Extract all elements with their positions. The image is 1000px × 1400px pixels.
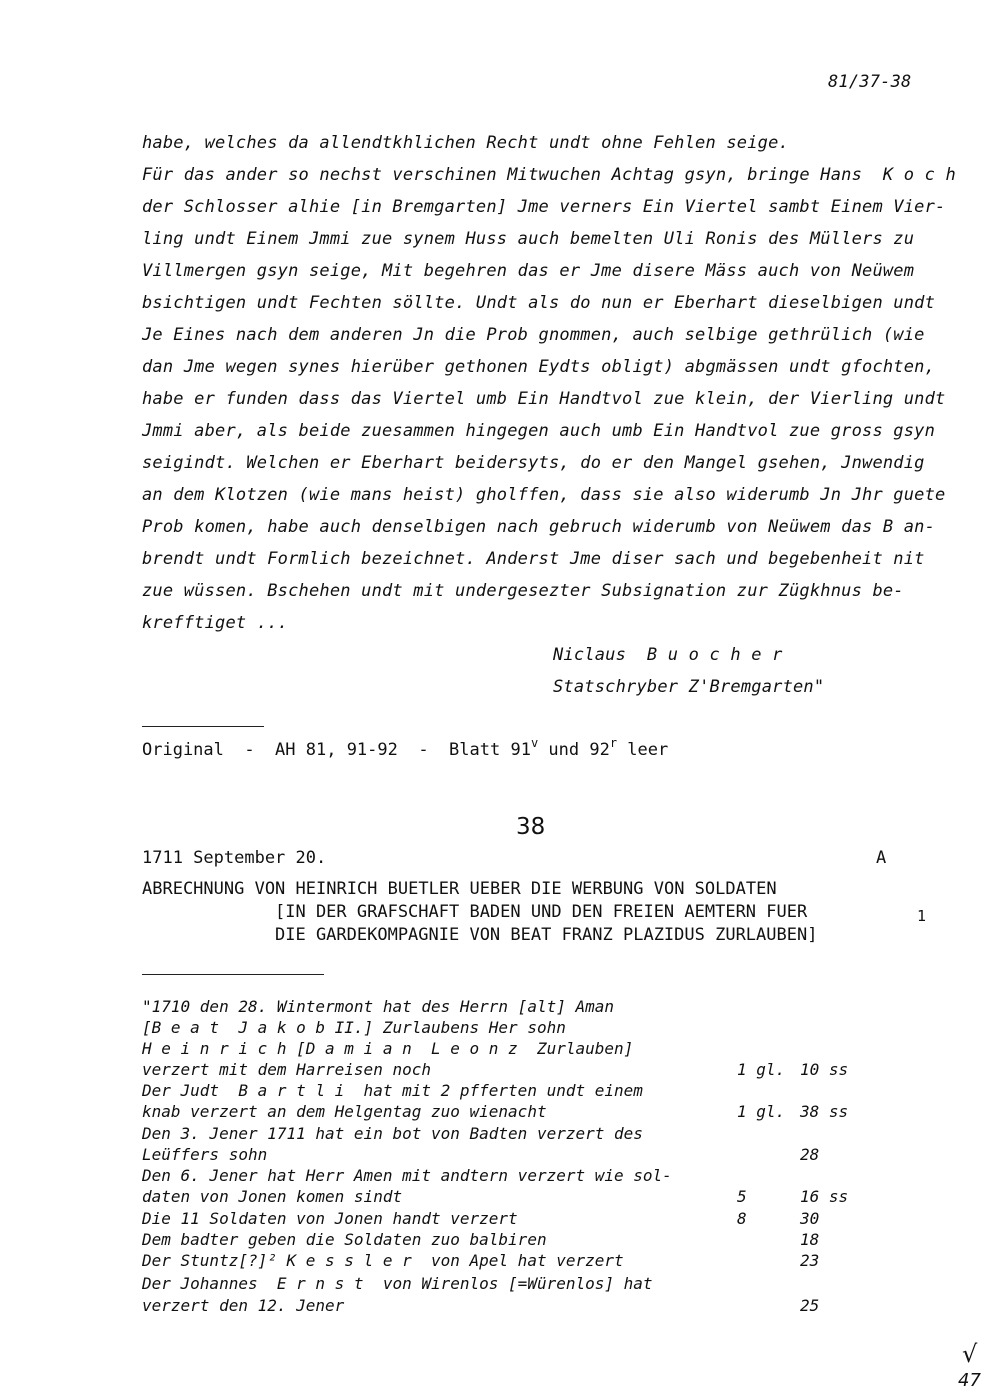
- ledger-text: daten von Jonen komen sindt: [142, 1187, 403, 1206]
- body-line: Villmergen gsyn seige, Mit begehren das er Jme disere Mäss auch von Neüwem: [142, 261, 915, 281]
- ledger-text: Leüffers sohn: [142, 1145, 268, 1164]
- ledger-amount-schilling: 30: [800, 1209, 820, 1228]
- body-line: seigindt. Welchen er Eberhart beidersyts, do er den Mangel gsehen, Jnwendig: [142, 453, 925, 473]
- footnote-mark: 1: [917, 907, 927, 925]
- ledger-text: Den 6. Jener hat Herr Amen mit andtern verzert wie sol-: [142, 1166, 672, 1185]
- handwritten-page-number: 47: [958, 1370, 981, 1391]
- ledger-text: Dem badter geben die Soldaten zuo balbiren: [142, 1230, 547, 1249]
- ledger-text: Den 3. Jener 1711 hat ein bot von Badten verzert des: [142, 1124, 643, 1143]
- body-line: zue wüssen. Bschehen undt mit undergesezter Subsignation zur Zügkhnus be-: [142, 581, 904, 601]
- original-note-sup-recto: r: [609, 736, 618, 750]
- page-reference: 81/37-38: [828, 72, 912, 92]
- body-line: an dem Klotzen (wie mans heist) gholffen, dass sie also widerumb Jn Jhr guete: [142, 485, 946, 505]
- original-note-suffix: leer: [617, 740, 669, 760]
- ledger-text: verzert mit dem Harreisen noch: [142, 1060, 431, 1079]
- ledger-text: [B e a t J a k o b II.] Zurlaubens Her sohn: [142, 1018, 566, 1037]
- ledger-amount-gulden: 8: [737, 1209, 747, 1228]
- ledger-text: Der Johannes E r n s t von Wirenlos [=Würenlos] hat: [142, 1274, 653, 1293]
- body-line: Für das ander so nechst verschinen Mitwuchen Achtag gsyn, bringe Hans K o c h: [142, 165, 956, 185]
- original-note-prefix: Original - AH 81, 91-92 - Blatt 91: [142, 740, 531, 760]
- heading-line: [IN DER GRAFSCHAFT BADEN UND DEN FREIEN AEMTERN FUER: [275, 902, 808, 922]
- ledger-text: verzert den 12. Jener: [142, 1296, 345, 1315]
- original-note: [142, 736, 669, 760]
- handwritten-check-mark: √: [962, 1340, 978, 1368]
- body-line: Je Eines nach dem anderen Jn die Prob gnommen, auch selbige gethrülich (wie: [142, 325, 925, 345]
- ledger-amount-schilling: 16 ss: [800, 1187, 849, 1206]
- body-line: Jmmi aber, als beide zuesammen hingegen auch umb Ein Handtvol zue gross gsyn: [142, 421, 936, 441]
- body-line: bsichtigen undt Fechten söllte. Undt als do nun er Eberhart dieselbigen undt: [142, 293, 936, 313]
- body-line: ling undt Einem Jmmi zue synem Huss auch bemelten Uli Ronis des Müllers zu: [142, 229, 915, 249]
- ledger-amount-gulden: 1 gl.: [737, 1060, 786, 1079]
- heading-line: DIE GARDEKOMPAGNIE VON BEAT FRANZ PLAZIDUS ZURLAUBEN]: [275, 925, 818, 945]
- ledger-text: Die 11 Soldaten von Jonen handt verzert: [142, 1209, 518, 1228]
- body-line: Prob komen, habe auch denselbigen nach gebruch widerumb von Neüwem das B an-: [142, 517, 936, 537]
- separator-rule: [142, 726, 264, 727]
- body-line: brendt undt Formlich bezeichnet. Anderst Jme diser sach und begebenheit nit: [142, 549, 925, 569]
- separator-rule: [142, 974, 324, 975]
- category-letter: A: [876, 848, 887, 868]
- date-line: 1711 September 20.: [142, 848, 327, 868]
- heading-line: ABRECHNUNG VON HEINRICH BUETLER UEBER DIE WERBUNG VON SOLDATEN: [142, 879, 777, 899]
- ledger-text: "1710 den 28. Wintermont hat des Herrn [alt] Aman: [142, 997, 615, 1016]
- ledger-amount-gulden: 1 gl.: [737, 1102, 786, 1121]
- ledger-text: H e i n r i c h [D a m i a n L e o n z Zurlauben]: [142, 1039, 634, 1058]
- ledger-text: Der Stuntz[?]² K e s s l e r von Apel hat verzert: [142, 1251, 624, 1270]
- ledger-amount-schilling: 25: [800, 1296, 820, 1315]
- original-note-mid: und 92: [538, 740, 610, 760]
- ledger-text: Der Judt B a r t l i hat mit 2 pfferten undt einem: [142, 1081, 643, 1100]
- body-line: dan Jme wegen synes hierüber gethonen Eydts obligt) abgmässen undt gfochten,: [142, 357, 936, 377]
- ledger-amount-schilling: 10 ss: [800, 1060, 849, 1079]
- ledger-amount-schilling: 18: [800, 1230, 820, 1249]
- ledger-amount-schilling: 28: [800, 1145, 820, 1164]
- document-number: 38: [516, 814, 546, 840]
- signature-name: Niclaus B u o c h e r: [553, 645, 783, 665]
- signature-title: Statschryber Z'Bremgarten": [553, 677, 825, 697]
- body-line: habe er funden dass das Viertel umb Ein Handtvol zue klein, der Vierling undt: [142, 389, 946, 409]
- body-line: der Schlosser alhie [in Bremgarten] Jme verners Ein Viertel sambt Einem Vier-: [142, 197, 946, 217]
- ledger-text: knab verzert an dem Helgentag zuo wienacht: [142, 1102, 547, 1121]
- ledger-amount-gulden: 5: [737, 1187, 747, 1206]
- ledger-amount-schilling: 38 ss: [800, 1102, 849, 1121]
- ledger-amount-schilling: 23: [800, 1251, 820, 1270]
- body-line: habe, welches da allendtkhlichen Recht undt ohne Fehlen seige.: [142, 133, 789, 153]
- original-note-sup-verso: v: [530, 736, 539, 750]
- body-line: krefftiget ...: [142, 613, 289, 633]
